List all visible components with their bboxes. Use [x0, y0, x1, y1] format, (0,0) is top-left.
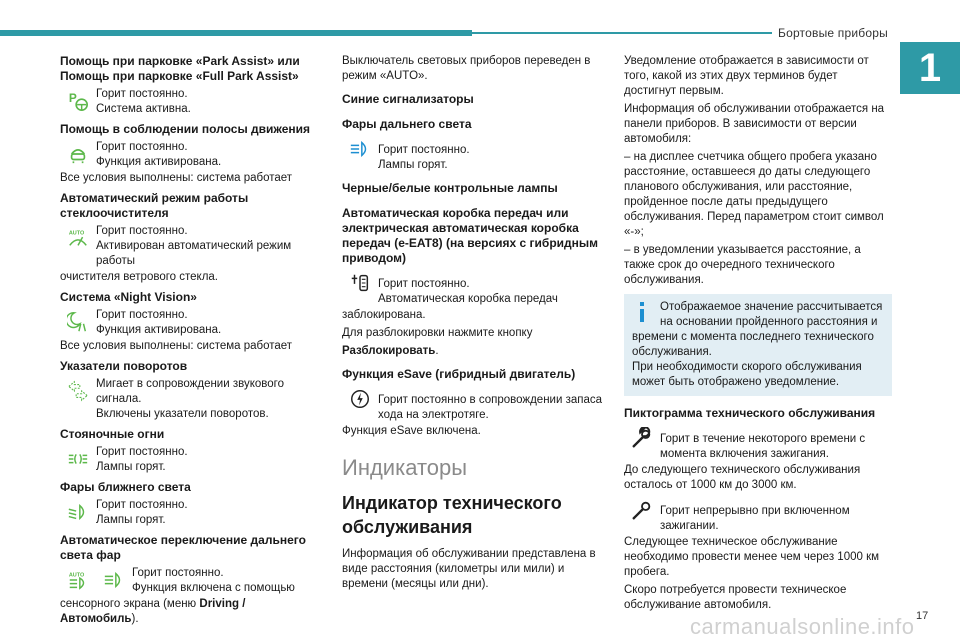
column-1 [60, 46, 322, 630]
heading-blue-indicators: Синие сигнализаторы [342, 92, 474, 106]
svg-text:P: P [68, 90, 77, 105]
notice-text: Уведомление отображается в зависимости от того, какой из этих двух терминов будет достигнут первым. [624, 55, 869, 97]
column-2 [342, 46, 604, 595]
indicator-esave: Горит постоянно в сопровождении запаса хода на электротяге. [342, 385, 604, 423]
page-number: 17 [916, 610, 929, 622]
auto-high-beam-text: сенсорного экрана (меню Driving /Автомобиль). [60, 598, 246, 625]
auto-mode-text: Выключатель световых приборов переведен в режим «AUTO». [342, 55, 591, 82]
indicator-night-vision: Горит постоянно. Функция активирована. [60, 308, 322, 338]
heading-black-white-lamps: Черные/белые контрольные лампы [342, 181, 558, 195]
heading-high-beam: Фары дальнего света [342, 117, 472, 131]
wrench-icon [624, 424, 660, 452]
header-line [472, 32, 772, 34]
indicators-heading: Индикаторы [342, 455, 468, 480]
night-vision-text: Все условия выполнены: система работает [60, 340, 293, 352]
heading-night-vision: Система «Night Vision» [60, 290, 197, 304]
heading-gearbox: Автоматическая коробка передач или электрическая автоматическая коробка передач (e-EAT8) (на версиях с гибридным приводом) [342, 206, 599, 265]
maintenance-continuous-text-2: Скоро потребуется провести техническое обслуживание автомобиля. [624, 584, 847, 611]
dipped-beam-icon [60, 498, 96, 526]
maintenance-indicator-heading: Индикатор технического обслуживания [342, 493, 562, 537]
indicator-gearbox: Горит постоянно. Автоматическая коробка передач [342, 269, 604, 307]
indicator-auto-wiper: AUTO Горит постоянно. Активирован автоматический режим работы [60, 224, 322, 269]
maintenance-temp-text: До следующего технического обслуживания осталось от 1000 км до 3000 км. [624, 464, 861, 491]
indicator-maintenance-temp: Горит в течение некоторого времени с момента включения зажигания. [624, 424, 892, 462]
auto-high-beam-icon-2 [96, 566, 132, 594]
odometer-text: – на дисплее счетчика общего пробега указано расстояние, оставшееся до даты следующего планового обслуживания, или расстояние, пройденное после даты предыдущего обслуживания. Перед параметром стоит символ «-»; [624, 151, 884, 238]
heading-dipped-beam: Фары ближнего света [60, 480, 191, 494]
gearbox-text-3: Разблокировать. [342, 345, 439, 357]
column-3 [624, 46, 892, 616]
esave-text: Функция eSave включена. [342, 425, 481, 437]
heading-lane-keeping: Помощь в соблюдении полосы движения [60, 122, 311, 136]
heading-esave: Функция eSave (гибридный двигатель) [342, 367, 576, 381]
auto-high-beam-icon [60, 566, 96, 594]
heading-park-assist: Помощь при парковке «Park Assist» или Помощь при парковке «Full Park Assist» [60, 54, 300, 83]
svg-text:AUTO: AUTO [68, 230, 85, 237]
maintenance-intro: Информация об обслуживании представлена в виде расстояния (километры или мили) и времени (месяцы или дни). [342, 548, 596, 590]
auto-wiper-icon [60, 224, 96, 252]
gearbox-text-2: Для разблокировки нажмите кнопку [342, 327, 533, 339]
wrench-icon-2 [624, 496, 660, 524]
auto-wiper-text: очистителя ветрового стекла. [60, 271, 218, 283]
heading-sidelights: Стояночные огни [60, 427, 165, 441]
maintenance-continuous-text-1: Следующее техническое обслуживание необходимо провести менее чем через 1000 км пробега. [624, 536, 880, 578]
info-display-text: Информация об обслуживании отображается на панели приборов. В зависимости от версии автомобиля: [624, 103, 885, 145]
lane-keeping-text: Все условия выполнены: система работает [60, 172, 293, 184]
indicator-lane-keeping: Горит постоянно. Функция активирована. [60, 140, 322, 170]
chapter-number: 1 [900, 42, 960, 94]
lane-keeping-icon [60, 140, 96, 168]
indicator-turn-signals: Мигает в сопровождении звукового сигнала. Включены указатели поворотов. [60, 377, 322, 422]
night-vision-icon [60, 308, 96, 336]
indicator-sidelights: Горит постоянно. Лампы горят. [60, 445, 322, 475]
gearbox-lock-icon [342, 269, 378, 297]
turn-signal-icon [60, 377, 96, 405]
header-bar [0, 30, 472, 36]
notification-text: – в уведомлении указывается расстояние, а также срок до очередного технического обслуживания. [624, 244, 861, 286]
heading-auto-wiper: Автоматический режим работы стеклоочистителя [60, 191, 249, 220]
info-note: Отображаемое значение рассчитывается на основании пройденного расстояния и времени с момента последнего технического обслуживания. При необходимости скорого обслуживания может быть отображено уведомление. [624, 294, 892, 396]
heading-auto-high-beam: Автоматическое переключение дальнего света фар [60, 533, 306, 562]
esave-icon [342, 385, 378, 413]
park-assist-icon [60, 87, 96, 115]
info-icon [632, 300, 652, 324]
indicator-auto-high-beam: AUTO Горит постоянно. Функция включена с помощью [60, 566, 322, 596]
watermark: carmanualsonline.info [690, 614, 915, 639]
indicator-park-assist: P Горит постоянно. Система активна. [60, 87, 322, 117]
heading-maintenance-icon: Пиктограмма технического обслуживания [624, 406, 876, 420]
indicator-high-beam: Горит постоянно. Лампы горят. [342, 135, 604, 173]
section-title: Бортовые приборы [778, 26, 888, 40]
sidelights-icon [60, 445, 96, 473]
indicator-dipped-beam: Горит постоянно. Лампы горят. [60, 498, 322, 528]
gearbox-text-1: заблокирована. [342, 309, 426, 321]
indicator-maintenance-continuous: Горит непрерывно при включенном зажигании. [624, 496, 892, 534]
svg-text:AUTO: AUTO [68, 572, 85, 579]
high-beam-icon [342, 135, 378, 163]
heading-turn-signals: Указатели поворотов [60, 359, 188, 373]
